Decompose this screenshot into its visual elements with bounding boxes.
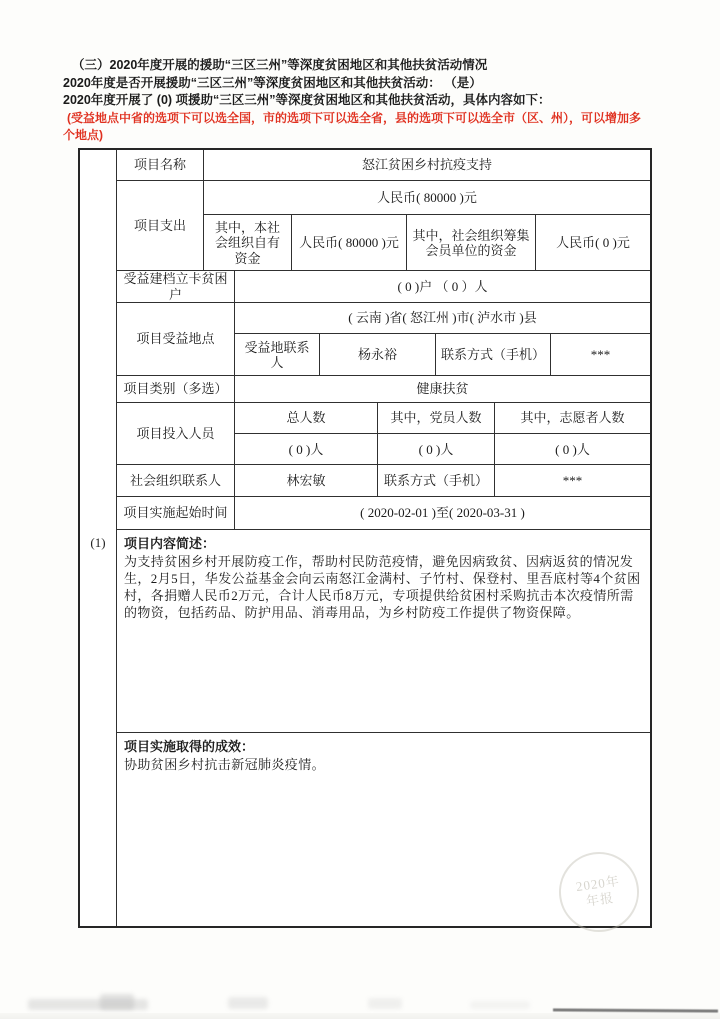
row-duration	[117, 497, 650, 530]
expenditure-label: 项目支出	[117, 181, 204, 270]
own-funds-label: 其中，本社会组织自有资金	[204, 215, 292, 271]
location-phone-label: 联系方式（手机）	[436, 334, 551, 376]
registered-poor-label: 受益建档立卡贫困户	[117, 271, 235, 302]
row-personnel	[117, 403, 650, 465]
project-index: (1)	[90, 535, 106, 550]
row-org-contact	[117, 465, 650, 497]
question-line: 2020年度是否开展援助“三区三州”等深度贫困地区和其他扶贫活动： （是）	[63, 75, 482, 90]
expenditure-breakdown	[204, 215, 650, 271]
scan-smudge	[368, 998, 402, 1009]
index-column	[80, 150, 117, 926]
personnel-col-total: 总人数	[235, 403, 378, 433]
location-contact-label: 受益地联系人	[235, 334, 320, 376]
personnel-val-volunteer: ( 0 )人	[555, 441, 590, 457]
location-phone-value: ***	[590, 347, 611, 363]
row-project-name	[117, 150, 650, 181]
results-body: 协助贫困乡村抗击新冠肺炎疫情。	[124, 757, 326, 772]
own-funds-value: 人民币( 80000 )元	[292, 215, 407, 271]
scan-smudge	[228, 997, 268, 1009]
location-contact-name: 杨永裕	[320, 334, 436, 376]
personnel-col-party: 其中，党员人数	[378, 403, 495, 433]
personnel-label: 项目投入人员	[117, 403, 235, 464]
location-detail	[235, 303, 650, 375]
row-registered-poor	[117, 271, 650, 303]
org-contact-label: 社会组织联系人	[117, 465, 235, 496]
category-value: 健康扶贫	[416, 381, 469, 397]
category-label: 项目类别（多选）	[117, 376, 235, 402]
scan-edge-shadow	[0, 1013, 720, 1019]
org-contact-name: 林宏敏	[235, 465, 378, 496]
personnel-val-party: ( 0 )人	[378, 434, 495, 465]
table-main	[117, 150, 650, 926]
expenditure-total: 人民币( 80000 )元	[204, 181, 650, 215]
personnel-col-volunteer: 其中，志愿者人数	[520, 410, 625, 426]
duration-label: 项目实施起始时间	[117, 497, 235, 529]
expenditure-detail	[204, 181, 650, 270]
section-heading: （三）2020年度开展的援助“三区三州”等深度贫困地区和其他扶贫活动情况	[72, 58, 488, 72]
scan-smudge	[470, 1001, 530, 1009]
results-title: 项目实施取得的成效：	[124, 739, 255, 754]
personnel-val-total: ( 0 )人	[235, 434, 378, 465]
description-body: 为支持贫困乡村开展防疫工作，帮助村民防范疫情，避免因病致贫、因病返贫的情况发生，2月5日，华发公益基金会向云南怒江金满村、子竹村、保登村、里吾底村等4个贫困村，各捐赠人民币2万元，合计人民币8万元，专项提供给贫困村采购抗击本次疫情所需的物资，包括药品、防护用品、消毒用品，为乡村防疫工作提供了物资保障。	[124, 554, 641, 620]
row-category	[117, 376, 650, 403]
row-description	[117, 530, 650, 733]
member-funds-value: 人民币( 0 )元	[556, 235, 630, 251]
watermark-year: 2020年	[574, 873, 621, 895]
duration-value: ( 2020-02-01 )至( 2020-03-31 )	[360, 505, 525, 521]
section-header	[63, 57, 651, 144]
location-contact-row	[235, 334, 650, 376]
personnel-detail	[235, 403, 650, 464]
count-line: 2020年度开展了 (0) 项援助“三区三州”等深度贫困地区和其他扶贫活动，具体内容如下：	[63, 93, 551, 107]
row-expenditure	[117, 181, 650, 271]
location-note-red: (受益地点中省的选项下可以选全国，市的选项下可以选全省，县的选项下可以选全市（区、州），可以增加多个地点)	[63, 110, 642, 142]
registered-poor-value: ( 0 )户 （ 0 ）人	[397, 278, 488, 294]
watermark-label: 年报	[585, 890, 615, 909]
description-title: 项目内容简述：	[124, 536, 216, 551]
project-name-value: 怒江贫困乡村抗疫支持	[361, 157, 492, 173]
org-contact-phone-label: 联系方式（手机）	[378, 465, 495, 496]
member-funds-label: 其中，社会组织筹集会员单位的资金	[407, 215, 536, 271]
location-label: 项目受益地点	[117, 303, 235, 375]
project-name-label: 项目名称	[117, 150, 204, 180]
personnel-headers	[235, 403, 650, 434]
org-contact-phone-value: ***	[562, 472, 583, 488]
personnel-values	[235, 434, 650, 465]
row-location	[117, 303, 650, 376]
location-region: ( 云南 )省( 怒江州 )市( 泸水市 )县	[235, 303, 650, 334]
scan-edge-line	[553, 1008, 718, 1012]
scan-smudge	[100, 994, 134, 1010]
project-report-table	[78, 148, 652, 928]
description-cell	[117, 530, 650, 732]
